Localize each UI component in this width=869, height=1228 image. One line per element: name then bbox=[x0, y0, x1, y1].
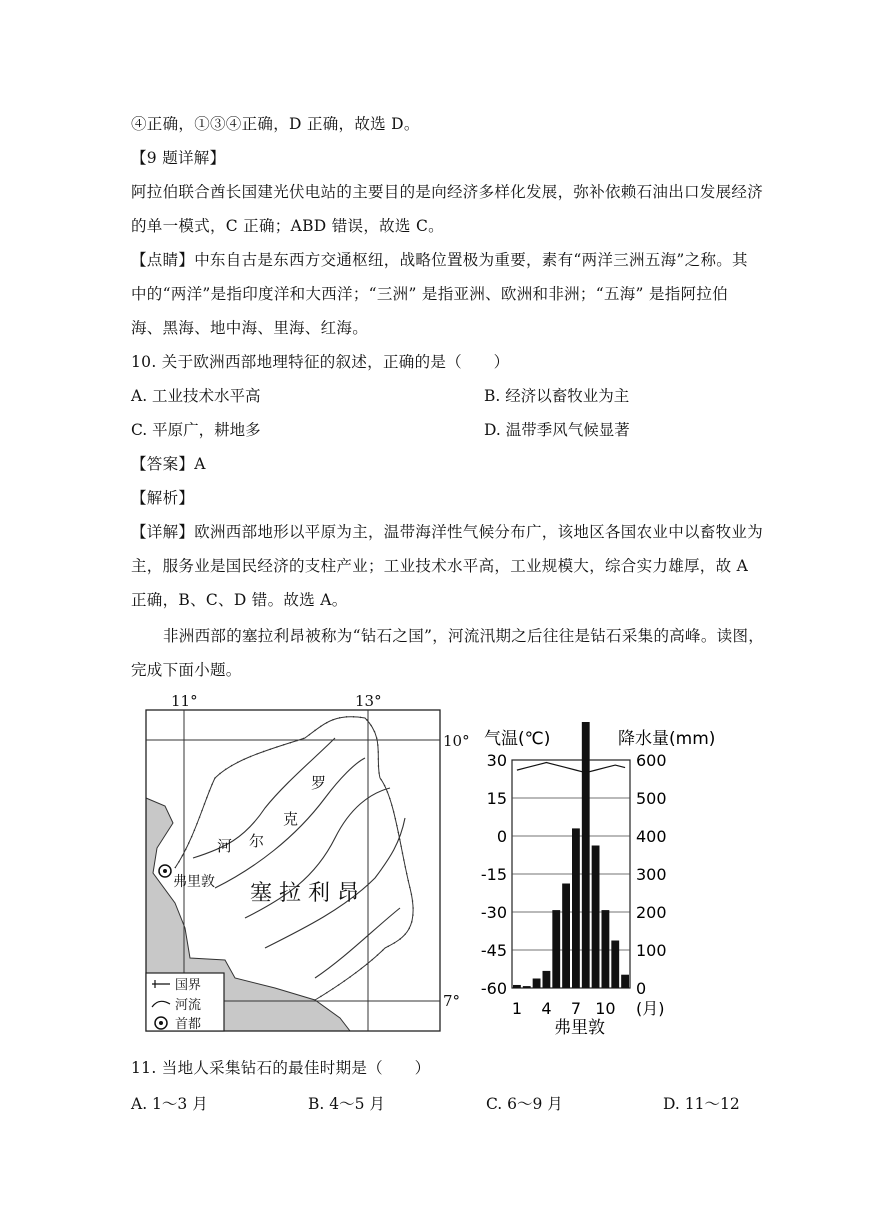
capital-name: 弗里敦 bbox=[173, 874, 215, 890]
q11-option-d: D. 11～12 bbox=[663, 1095, 740, 1113]
legend-label: 国界 bbox=[175, 978, 202, 993]
intro-line: 完成下面小题。 bbox=[131, 661, 242, 679]
precipitation-bar bbox=[562, 884, 570, 989]
lon-label-13: 13° bbox=[355, 692, 382, 710]
q10-option-c: C. 平原广，耕地多 bbox=[131, 421, 261, 439]
precipitation-bar bbox=[552, 910, 560, 988]
river-name-char: 河 bbox=[217, 837, 233, 855]
y-left-tick-label: 15 bbox=[486, 789, 507, 808]
text-line: 的单一模式，C 正确；ABD 错误，故选 C。 bbox=[131, 217, 444, 235]
precipitation-bar bbox=[602, 910, 610, 988]
y-right-tick-label: 200 bbox=[636, 903, 667, 922]
text-line: 中的“两洋”是指印度洋和大西洋；“三洲” 是指亚洲、欧洲和非洲；“五海” 是指阿拉伯 bbox=[131, 285, 729, 303]
y-right-tick-label: 500 bbox=[636, 789, 667, 808]
precipitation-bar bbox=[592, 846, 600, 989]
q10-analysis: 【解析】 bbox=[131, 489, 195, 507]
q10-option-d: D. 温带季风气候显著 bbox=[484, 421, 630, 439]
intro-line: 非洲西部的塞拉利昂被称为“钻石之国”，河流汛期之后往往是钻石采集的高峰。读图， bbox=[163, 627, 765, 645]
y-right-axis-label: 降水量(mm) bbox=[618, 729, 716, 749]
river-name-char: 罗 bbox=[311, 774, 327, 792]
precipitation-bar bbox=[611, 941, 619, 989]
lat-label-10: 10° bbox=[443, 732, 470, 750]
question-11-stem: 11. 当地人采集钻石的最佳时期是（ ） bbox=[131, 1059, 431, 1077]
border-line bbox=[175, 717, 413, 1000]
sierra-leone-map bbox=[135, 688, 475, 1038]
capital-icon bbox=[159, 865, 171, 877]
q11-option-a: A. 1～3 月 bbox=[131, 1095, 208, 1113]
q10-detail-line: 【详解】欧洲西部地形以平原为主，温带海洋性气候分布广，该地区各国农业中以畜牧业为 bbox=[131, 523, 764, 541]
y-right-tick-label: 100 bbox=[636, 941, 667, 960]
y-left-tick-label: -60 bbox=[480, 979, 507, 998]
legend-label: 河流 bbox=[175, 998, 202, 1013]
y-left-tick-label: 30 bbox=[486, 751, 507, 770]
q10-option-a: A. 工业技术水平高 bbox=[131, 387, 261, 405]
q11-option-c: C. 6～9 月 bbox=[486, 1095, 563, 1113]
border-line bbox=[175, 717, 413, 1000]
q10-detail-line: 主，服务业是国民经济的支柱产业；工业技术水平高，工业规模大，综合实力雄厚，故 A bbox=[131, 557, 749, 575]
y-left-tick-label: -30 bbox=[480, 903, 507, 922]
y-left-tick-label: -15 bbox=[480, 865, 507, 884]
q10-detail-line: 正确，B、C、D 错。故选 A。 bbox=[131, 591, 348, 609]
y-left-tick-label: -45 bbox=[480, 941, 507, 960]
country-name: 塞 拉 利 昂 bbox=[250, 881, 359, 906]
y-right-tick-label: 0 bbox=[636, 979, 647, 998]
chart-title: 弗里敦 bbox=[554, 1018, 605, 1038]
y-right-tick-label: 400 bbox=[636, 827, 667, 846]
river-name-char: 尔 bbox=[249, 832, 265, 850]
q10-option-b: B. 经济以畜牧业为主 bbox=[484, 387, 630, 405]
precipitation-bar bbox=[543, 971, 551, 988]
q10-answer: 【答案】A bbox=[131, 455, 206, 473]
section-heading: 【9 题详解】 bbox=[131, 149, 226, 167]
temperature-line bbox=[517, 763, 625, 773]
precipitation-bar bbox=[621, 975, 629, 988]
text-line: 海、黑海、地中海、里海、红海。 bbox=[131, 319, 369, 337]
text-line: ④正确，①③④正确，D 正确，故选 D。 bbox=[131, 115, 420, 133]
precipitation-bar bbox=[572, 828, 580, 988]
river bbox=[315, 908, 400, 978]
x-tick-label: 1 bbox=[511, 999, 523, 1018]
precipitation-bar bbox=[523, 986, 531, 988]
legend-label: 首都 bbox=[175, 1017, 202, 1032]
y-right-tick-label: 300 bbox=[636, 865, 667, 884]
precipitation-bar bbox=[533, 979, 541, 989]
q11-option-b: B. 4～5 月 bbox=[308, 1095, 385, 1113]
river-name-char: 克 bbox=[283, 810, 299, 828]
lat-label-7: 7° bbox=[443, 992, 461, 1010]
question-10-stem: 10. 关于欧洲西部地理特征的叙述，正确的是（ ） bbox=[131, 353, 510, 371]
x-tick-label: 4 bbox=[541, 999, 552, 1018]
y-left-tick-label: 0 bbox=[496, 827, 507, 846]
y-right-tick-label: 600 bbox=[636, 751, 667, 770]
x-tick-label: 7 bbox=[570, 999, 582, 1018]
text-line: 【点睛】中东自古是东西方交通枢纽，战略位置极为重要，素有“两洋三洲五海”之称。其 bbox=[131, 251, 748, 269]
climate-chart bbox=[478, 722, 728, 1038]
lon-label-11: 11° bbox=[171, 692, 198, 710]
text-line: 阿拉伯联合酋长国建光伏电站的主要目的是向经济多样化发展，弥补依赖石油出口发展经济 bbox=[131, 183, 764, 201]
precipitation-bar bbox=[582, 722, 590, 988]
x-unit-label: (月) bbox=[636, 999, 665, 1018]
capital-legend-icon bbox=[155, 1017, 167, 1029]
y-left-axis-label: 气温(℃) bbox=[484, 729, 551, 749]
precipitation-bar bbox=[513, 985, 521, 988]
x-tick-label: 10 bbox=[595, 999, 616, 1018]
